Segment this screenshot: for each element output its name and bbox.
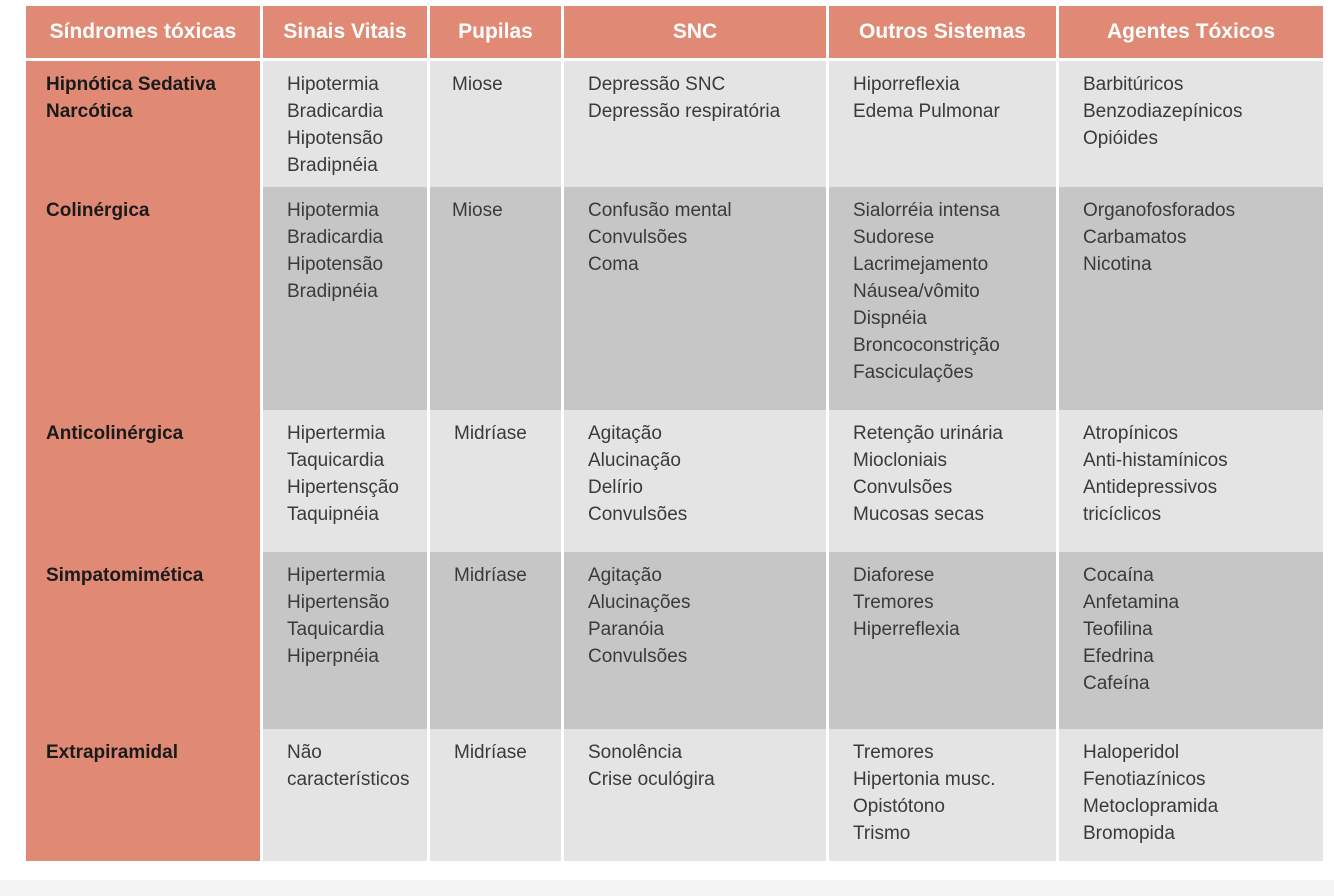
other-finding: Mucosas secas (853, 504, 984, 525)
vital-sign: Bradicardia (287, 227, 384, 248)
cns-finding: Confusão mental (588, 200, 732, 221)
vital-sign: Hipertermia (287, 423, 386, 444)
header-vital-signs: Sinais Vitais (263, 6, 427, 61)
pupils-cell (430, 729, 561, 861)
header-cns: SNC (564, 6, 826, 61)
cns-finding: Delírio (588, 477, 643, 498)
cns-finding: Sonolência (588, 742, 683, 763)
header-other-systems: Outros Sistemas (829, 6, 1056, 61)
other-systems-cell (829, 61, 1056, 187)
other-finding: Convulsões (853, 477, 953, 498)
cns-finding: Crise oculógira (588, 769, 715, 790)
vital-sign: Hipertermia (287, 565, 386, 586)
toxic-agent: Bromopida (1083, 823, 1175, 844)
pupil-finding: Midríase (454, 742, 527, 763)
cns-finding: Agitação (588, 565, 662, 586)
cns-cell (564, 729, 826, 861)
cns-finding: Alucinações (588, 592, 691, 613)
cns-cell (564, 187, 826, 410)
header-toxic-agents: Agentes Tóxicos (1059, 6, 1323, 61)
pupil-finding: Miose (452, 74, 503, 95)
toxic-agent: Organofosforados (1083, 200, 1236, 221)
toxic-agent: Cafeína (1083, 673, 1150, 694)
other-finding: Edema Pulmonar (853, 101, 1000, 122)
cns-finding: Convulsões (588, 227, 688, 248)
other-finding: Hiperreflexia (853, 619, 960, 640)
agents-cell (1059, 187, 1323, 410)
syndrome-name: Hipnótica Sedativa (46, 74, 216, 95)
syndrome-name: Simpatomimética (46, 565, 204, 586)
toxic-agent: Metoclopramida (1083, 796, 1219, 817)
pupils-cell (430, 61, 561, 187)
toxic-agent: Opióides (1083, 128, 1158, 149)
other-finding: Diaforese (853, 565, 935, 586)
other-finding: Broncoconstrição (853, 335, 1000, 356)
toxic-agent: Efedrina (1083, 646, 1154, 667)
agents-cell (1059, 61, 1323, 187)
syndrome-cell (26, 729, 260, 861)
other-finding: Fasciculações (853, 362, 974, 383)
other-finding: Opistótono (853, 796, 945, 817)
cns-finding: Convulsões (588, 646, 688, 667)
other-systems-cell (829, 187, 1056, 410)
other-finding: Náusea/vômito (853, 281, 980, 302)
toxic-agent: Benzodiazepínicos (1083, 101, 1243, 122)
syndrome-cell (26, 552, 260, 729)
agents-cell (1059, 729, 1323, 861)
vital-sign: Taquicardia (287, 450, 385, 471)
other-finding: Sialorréia intensa (853, 200, 1000, 221)
other-finding: Retenção urinária (853, 423, 1003, 444)
pupils-cell (430, 552, 561, 729)
other-finding: Trismo (853, 823, 911, 844)
toxic-agent: Barbitúricos (1083, 74, 1184, 95)
toxic-agent: Haloperidol (1083, 742, 1180, 763)
vital-sign: Hipertensão (287, 592, 390, 613)
pupils-cell (430, 187, 561, 410)
toxic-syndromes-table (26, 6, 1314, 861)
vital-sign: Hipertensção (287, 477, 399, 498)
other-systems-cell (829, 410, 1056, 552)
other-finding: Sudorese (853, 227, 935, 248)
other-finding: Miocloniais (853, 450, 947, 471)
vital-sign: Hipotensão (287, 254, 384, 275)
toxic-agent: Teofilina (1083, 619, 1153, 640)
vital-sign: Não (287, 742, 322, 763)
other-systems-cell (829, 552, 1056, 729)
vital-sign: Hipotensão (287, 128, 384, 149)
syndrome-name: Extrapiramidal (46, 742, 178, 763)
pupil-finding: Miose (452, 200, 503, 221)
toxic-agent: Anfetamina (1083, 592, 1180, 613)
vital-sign: Taquipnéia (287, 504, 379, 525)
syndrome-cell (26, 410, 260, 552)
toxic-agent: Anti-histamínicos (1083, 450, 1228, 471)
other-finding: Lacrimejamento (853, 254, 989, 275)
vital-sign: Bradipnéia (287, 155, 378, 176)
toxic-agent: Nicotina (1083, 254, 1152, 275)
vitals-cell (263, 187, 427, 410)
vital-sign: característicos (287, 769, 410, 790)
cns-finding: Convulsões (588, 504, 688, 525)
cns-cell (564, 61, 826, 187)
cns-cell (564, 410, 826, 552)
vital-sign: Bradicardia (287, 101, 384, 122)
syndrome-cell (26, 61, 260, 187)
vitals-cell (263, 61, 427, 187)
syndrome-name: Narcótica (46, 101, 133, 122)
toxic-agent: tricíclicos (1083, 504, 1162, 525)
cns-finding: Depressão respiratória (588, 101, 781, 122)
vital-sign: Hipotermia (287, 74, 379, 95)
other-finding: Hiporreflexia (853, 74, 960, 95)
pupil-finding: Midríase (454, 423, 527, 444)
other-finding: Tremores (853, 592, 934, 613)
cns-finding: Depressão SNC (588, 74, 726, 95)
cns-finding: Agitação (588, 423, 662, 444)
other-finding: Dispnéia (853, 308, 927, 329)
cns-finding: Coma (588, 254, 639, 275)
vitals-cell (263, 410, 427, 552)
other-finding: Tremores (853, 742, 934, 763)
toxic-agent: Carbamatos (1083, 227, 1187, 248)
agents-cell (1059, 410, 1323, 552)
pupil-finding: Midríase (454, 565, 527, 586)
toxic-agent: Antidepressivos (1083, 477, 1218, 498)
vital-sign: Hiperpnéia (287, 646, 379, 667)
pupils-cell (430, 410, 561, 552)
header-syndromes: Síndromes tóxicas (26, 6, 260, 61)
toxic-agent: Atropínicos (1083, 423, 1179, 444)
vital-sign: Hipotermia (287, 200, 379, 221)
vital-sign: Taquicardia (287, 619, 385, 640)
vitals-cell (263, 552, 427, 729)
other-systems-cell (829, 729, 1056, 861)
vitals-cell (263, 729, 427, 861)
cns-cell (564, 552, 826, 729)
toxic-agent: Fenotiazínicos (1083, 769, 1206, 790)
vital-sign: Bradipnéia (287, 281, 378, 302)
header-pupils: Pupilas (430, 6, 561, 61)
agents-cell (1059, 552, 1323, 729)
cns-finding: Alucinação (588, 450, 681, 471)
syndrome-cell (26, 187, 260, 410)
cns-finding: Paranóia (588, 619, 665, 640)
other-finding: Hipertonia musc. (853, 769, 996, 790)
syndrome-name: Colinérgica (46, 200, 150, 221)
syndrome-name: Anticolinérgica (46, 423, 184, 444)
toxic-agent: Cocaína (1083, 565, 1154, 586)
